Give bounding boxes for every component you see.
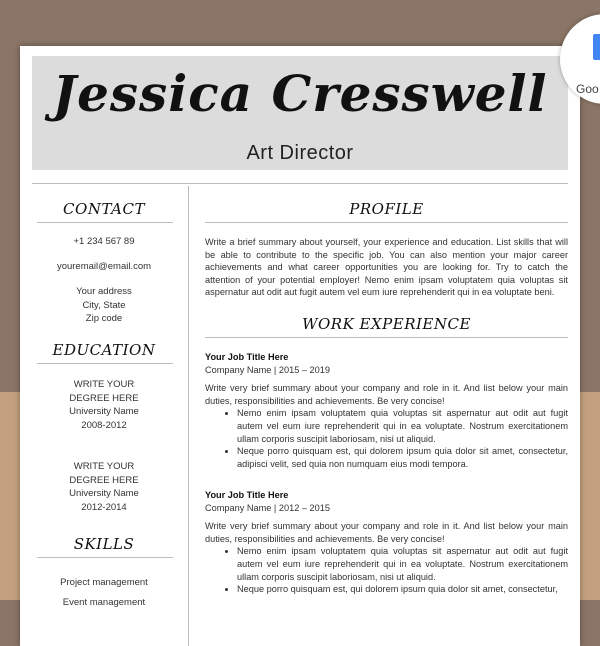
education-entry — [32, 378, 176, 432]
skill-item: Event management — [62, 597, 146, 608]
address-line: Your address — [76, 286, 132, 297]
degree-line: WRITE YOUR — [73, 379, 135, 390]
candidate-name: Jessica Cresswell — [52, 64, 548, 123]
profile-rule — [205, 222, 568, 223]
profile-heading: PROFILE — [349, 200, 424, 218]
header-band — [32, 56, 568, 170]
school-years: 2012-2014 — [81, 501, 127, 513]
job-duty: • Neque porro quisquam est, qui dolorem ipsum quia dolor sit amet, consectetur, — [237, 583, 568, 596]
job-company: Company Name | 2012 – 2015 — [205, 502, 330, 513]
address-line: City, State — [82, 299, 126, 311]
job-title: Your Job Title Here — [205, 490, 289, 500]
contact-email: youremail@email.com — [56, 261, 152, 272]
job-duty: • Nemo enim ipsam voluptatem quia voluptas sit aspernatur aut odit aut fugit autem vel eum iure reprehenderit qui in ea voluptate. Nostrum exercitationem ullam corporis suscipit laboriosam, nisi ut aliquid. — [237, 407, 568, 445]
contact-address — [32, 285, 176, 326]
school-name: University Name — [69, 488, 139, 499]
education-rule — [37, 363, 173, 364]
degree-line: DEGREE HERE — [69, 392, 139, 404]
column-divider — [188, 186, 189, 646]
work-rule — [205, 337, 568, 338]
job-summary: Write very brief summary about your company and role in it. And list below your main duties, responsibilities and achievements. Be very concise! — [205, 383, 568, 406]
education-entry — [32, 460, 176, 514]
degree-line: WRITE YOUR — [73, 461, 135, 472]
work-heading: WORK EXPERIENCE — [302, 315, 471, 333]
google-docs-icon — [593, 34, 600, 60]
job-duties — [205, 407, 568, 470]
job-duty: • Nemo enim ipsam voluptatem quia voluptas sit aspernatur aut odit aut fugit autem vel eum iure reprehenderit qui in ea voluptate. Nostrum exercitationem ullam corporis suscipit laboriosam, nisi ut aliquid. — [237, 545, 568, 583]
google-docs-label: Goo — [576, 82, 599, 96]
contact-rule — [37, 222, 173, 223]
education-heading: EDUCATION — [52, 341, 156, 359]
job-summary: Write very brief summary about your company and role in it. And list below your main duties, responsibilities and achievements. Be very concise! — [205, 521, 568, 544]
contact-heading: CONTACT — [63, 200, 145, 218]
job-entry — [205, 351, 568, 470]
address-line: Zip code — [85, 313, 123, 324]
profile-summary: Write a brief summary about yourself, your experience and education. List skills that will be able to contribute to the specific job. You can also mention your major career achievements and what career opportunities you are looking for. Try to catch the attention of your potential employer! Nemo enim ipsam voluptatem quia voluptas sit aspernatur aut odit aut fugit autem vel eum iure reprehenderit qui in ea voluptate beni. — [205, 237, 568, 298]
candidate-role: Art Director — [246, 142, 354, 164]
degree-line: DEGREE HERE — [69, 474, 139, 486]
skill-item: Project management — [60, 577, 148, 588]
job-title: Your Job Title Here — [205, 352, 289, 362]
job-duties — [205, 545, 568, 595]
contact-phone: +1 234 567 89 — [73, 236, 135, 247]
skills-heading: SKILLS — [73, 535, 135, 553]
school-name: University Name — [69, 406, 139, 417]
skills-rule — [37, 557, 173, 558]
resume-page — [20, 46, 580, 646]
school-years: 2008-2012 — [81, 419, 127, 431]
job-duty: • Neque porro quisquam est, qui dolorem ipsum quia dolor sit amet, consectetur, adipisci velit, sed quia non numquam eius modi tempora. — [237, 445, 568, 470]
job-entry — [205, 489, 568, 596]
header-divider — [32, 183, 568, 184]
job-company: Company Name | 2015 – 2019 — [205, 364, 330, 375]
